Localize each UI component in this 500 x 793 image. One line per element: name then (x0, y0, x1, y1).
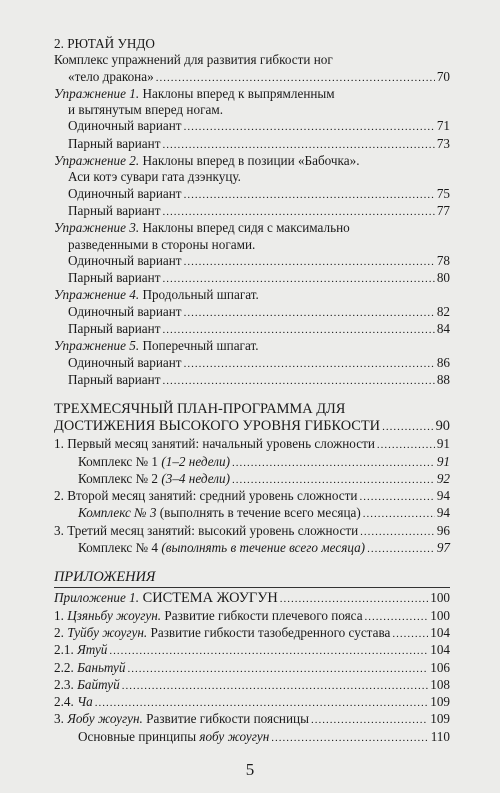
toc-entry-single (54, 355, 450, 372)
entry-text (54, 608, 363, 624)
dot-leader (280, 591, 428, 607)
entry-num: 3. (54, 711, 68, 727)
entry-text (78, 729, 269, 745)
page-ref: 108 (430, 676, 450, 692)
exercise-label: Упражнение 5. (54, 338, 140, 354)
toc-entry-complex-3 (54, 505, 450, 522)
toc-entry-month-1 (54, 436, 450, 453)
page-number: 5 (245, 760, 255, 779)
exercise-heading-5 (54, 338, 450, 354)
complex-note: (выполнять в течение всего месяца) (159, 505, 361, 521)
dot-leader (359, 489, 434, 505)
entry-text (78, 540, 365, 556)
toc-entry-appendix-1 (54, 590, 450, 607)
dot-leader (162, 137, 434, 153)
entry-text: 1. Первый месяц занятий: начальный уровень сложности (54, 436, 375, 452)
dot-leader (162, 204, 434, 220)
spacer (54, 557, 450, 569)
dot-leader (232, 455, 435, 471)
toc-entry-complex-4 (54, 540, 450, 557)
page-ref: 100 (430, 607, 450, 623)
entry-name: Байтуй (77, 676, 120, 692)
toc-entry-complex-2 (54, 471, 450, 488)
entry-text: Парный вариант (68, 321, 161, 337)
dot-leader (162, 271, 434, 287)
exercise-label: Упражнение 2. (54, 153, 140, 169)
page-ref: 106 (430, 659, 450, 675)
toc-entry-2 (54, 625, 450, 642)
complex-label: Комплекс № 3 (78, 505, 160, 521)
entry-text (78, 454, 230, 470)
complex-label: Комплекс № 4 (78, 540, 162, 556)
page-ref: 97 (436, 540, 450, 556)
page-ref: 71 (436, 118, 450, 134)
entry-text: 3. Третий месяц занятий: высокий уровень сложности (54, 522, 359, 538)
entry-num: 2.2. (54, 659, 78, 675)
complex-note: (3–4 недели) (161, 470, 230, 486)
toc-entry-pair (54, 270, 450, 287)
page-ref: 91 (436, 453, 450, 469)
dot-leader (127, 661, 428, 677)
entry-text (54, 694, 93, 710)
entry-desc: Развитие гибкости тазобедренного сустава (147, 624, 391, 640)
entry-text (78, 471, 230, 487)
section-title-plan-cont (54, 418, 450, 436)
entry-name: Баньтуй (77, 659, 126, 675)
complex-note: (1–2 недели) (161, 453, 230, 469)
exercise-title: Поперечный шпагат. (142, 338, 259, 354)
toc-entry-single (54, 186, 450, 203)
dot-leader (184, 187, 435, 203)
entry-num: 2.1. (54, 642, 78, 658)
dot-leader (311, 712, 428, 728)
dot-leader (382, 419, 434, 436)
section-title-appendices: ПРИЛОЖЕНИЯ (54, 569, 156, 586)
page-ref: 86 (436, 354, 450, 370)
entry-text (54, 642, 107, 658)
entry-text: 2. Второй месяц занятий: средний уровень сложности (54, 488, 358, 504)
dot-leader (232, 472, 435, 488)
entry-text (54, 625, 390, 641)
entry-text (54, 711, 309, 727)
entry-text: Одиночный вариант (68, 354, 182, 370)
entry-text (54, 590, 278, 606)
entry-text (78, 505, 361, 521)
page-ref: 104 (430, 624, 450, 640)
page-ref: 80 (436, 270, 450, 286)
dot-leader (162, 322, 434, 338)
exercise-label: Упражнение 1. (54, 85, 140, 101)
exercise-label: Упражнение 3. (54, 220, 140, 236)
toc-entry-complex-1 (54, 454, 450, 471)
toc-entry-complex: Комплекс упражнений для развития гибкости ног (54, 52, 333, 68)
entry-name: Ятуй (77, 642, 108, 658)
entry-num: 1. (54, 607, 68, 623)
spacer (54, 389, 450, 401)
page-ref: 84 (436, 321, 450, 337)
entry-text: Парный вариант (68, 202, 161, 218)
toc-entry-pair (54, 372, 450, 389)
page-ref: 104 (430, 642, 450, 658)
page-ref: 109 (430, 711, 450, 727)
entry-num: 2.4. (54, 694, 78, 710)
page-ref: 96 (436, 522, 450, 538)
dot-leader (392, 626, 428, 642)
exercise-heading-3 (54, 220, 450, 236)
dot-leader (367, 541, 435, 557)
exercise-title-cont: и вытянутым вперед ногам. (68, 102, 223, 118)
exercise-label: Упражнение 4. (54, 287, 140, 303)
entry-text: Парный вариант (68, 371, 161, 387)
page-ref: 73 (436, 135, 450, 151)
entry-text (54, 660, 125, 676)
entry-name: Яобу жоугун. (67, 711, 143, 727)
entry-text: Одиночный вариант (68, 185, 182, 201)
dot-leader (184, 305, 435, 321)
exercise-title: Наклоны вперед сидя с максимально (142, 220, 350, 236)
dot-leader (365, 609, 429, 625)
exercise-heading-1 (54, 86, 450, 102)
page-ref: 70 (436, 68, 450, 84)
toc-entry-complex-cont (54, 69, 450, 86)
entry-text: Одиночный вариант (68, 303, 182, 319)
entry-name: Цзяньбу жоугун. (67, 607, 162, 623)
entry-num: 2. (54, 624, 68, 640)
dot-leader (184, 356, 435, 372)
dot-leader (156, 70, 435, 86)
toc-entry-single (54, 304, 450, 321)
divider (54, 587, 450, 588)
exercise-heading-4 (54, 287, 450, 303)
page-ref: 110 (430, 728, 450, 744)
toc-entry-month-3 (54, 523, 450, 540)
entry-desc: Развитие гибкости поясницы (142, 711, 309, 727)
page-ref: 88 (436, 371, 450, 387)
toc-entry-single (54, 118, 450, 135)
entry-name: яобу жоугун (199, 728, 270, 744)
entry-name: Ча (77, 694, 93, 710)
entry-text: Одиночный вариант (68, 118, 182, 134)
page-ref: 77 (436, 202, 450, 218)
toc-entry-2-4 (54, 694, 450, 711)
entry-text: Одиночный вариант (68, 252, 182, 268)
complex-label: Комплекс № 1 (78, 453, 162, 469)
exercise-title: Продольный шпагат. (142, 287, 259, 303)
page-ref: 82 (436, 303, 450, 319)
entry-text: Парный вариант (68, 270, 161, 286)
toc-entry-month-2 (54, 488, 450, 505)
dot-leader (363, 506, 435, 522)
dot-leader (109, 643, 428, 659)
entry-name: Туйбу жоугун. (67, 624, 148, 640)
page-ref: 92 (436, 470, 450, 486)
page-ref: 94 (436, 488, 450, 504)
toc-entry-2-1 (54, 642, 450, 659)
entry-desc: Развитие гибкости плечевого пояса (161, 607, 363, 623)
complex-label: Комплекс № 2 (78, 470, 162, 486)
toc-entry-single (54, 253, 450, 270)
dot-leader (360, 524, 435, 540)
entry-text: «тело дракона» (68, 68, 154, 84)
page-ref: 90 (435, 418, 450, 435)
toc-entry-3-principles (54, 729, 450, 746)
entry-text: Парный вариант (68, 135, 161, 151)
dot-leader (184, 119, 435, 135)
dot-leader (162, 373, 434, 389)
toc-entry-3 (54, 711, 450, 728)
exercise-title-cont: Аси котэ сувари гата дзэнкуцу. (68, 169, 241, 185)
dot-leader (377, 437, 435, 453)
page-ref: 78 (436, 252, 450, 268)
toc-entry-pair (54, 203, 450, 220)
dot-leader (122, 678, 429, 694)
exercise-title-cont: разведенными в стороны ногами. (68, 236, 256, 252)
toc-entry-2-2 (54, 660, 450, 677)
toc-entry-pair (54, 136, 450, 153)
dot-leader (95, 695, 428, 711)
appendix-label: Приложение 1. (54, 590, 140, 606)
page-ref: 94 (436, 505, 450, 521)
section-title-ryutai: 2. РЮТАЙ УНДО (54, 36, 155, 51)
page-ref: 91 (436, 436, 450, 452)
dot-leader (184, 254, 435, 270)
toc-entry-pair (54, 321, 450, 338)
toc-entry-2-3 (54, 677, 450, 694)
toc-entry-1 (54, 608, 450, 625)
appendix-title: СИСТЕМА ЖОУГУН (139, 590, 278, 607)
entry-num: 2.3. (54, 676, 78, 692)
entry-text (54, 677, 120, 693)
table-of-contents (54, 36, 450, 746)
exercise-title: Наклоны вперед к выпрямленным (142, 85, 335, 101)
section-title-plan: ТРЕХМЕСЯЧНЫЙ ПЛАН-ПРОГРАММА ДЛЯ (54, 401, 346, 418)
exercise-heading-2 (54, 153, 450, 169)
entry-desc: Основные принципы (78, 728, 200, 744)
page-ref: 100 (430, 590, 450, 606)
page-ref: 109 (430, 694, 450, 710)
entry-text: ДОСТИЖЕНИЯ ВЫСОКОГО УРОВНЯ ГИБКОСТИ (54, 418, 381, 435)
complex-note: (выполнять в течение всего месяца) (161, 540, 366, 556)
dot-leader (271, 730, 428, 746)
page-ref: 75 (436, 185, 450, 201)
exercise-title: Наклоны вперед в позиции «Бабочка». (142, 153, 360, 169)
